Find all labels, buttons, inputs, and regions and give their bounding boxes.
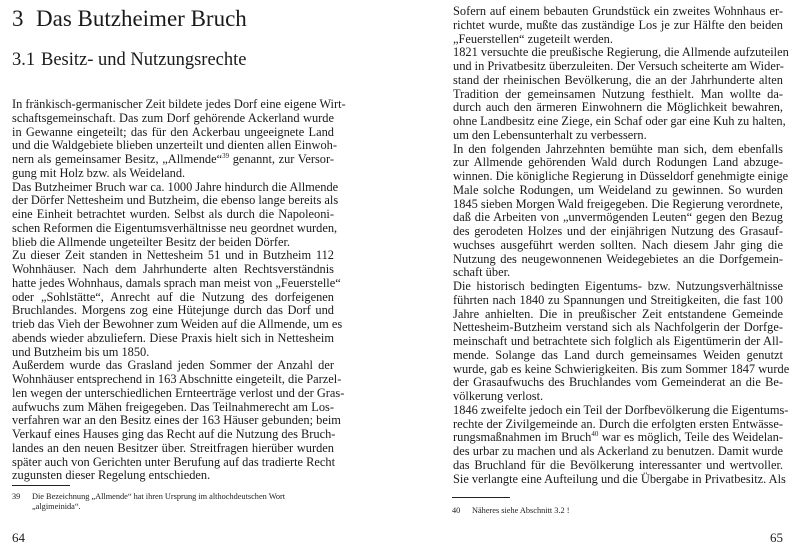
- text-line: [453, 361, 790, 377]
- footnote-39: [12, 492, 285, 512]
- text-line-content: len wegen der unterschiedlichen Ernteerträge verlost und der Gras-: [12, 385, 345, 400]
- text-line: [453, 225, 783, 239]
- text-line-content: ohne Landbesitz eine Ziege, ein Schaf oder gar eine Kuh zu halten,: [453, 114, 786, 128]
- text-line: [12, 346, 334, 360]
- text-line: [12, 469, 334, 483]
- text-line-content: landes an den neuen Besitzer über. Streitfragen hierüber wurden: [12, 440, 334, 455]
- text-line-content: eine Einheit betrachtet wurden. Selbst als durch die Napoleoni-: [12, 207, 334, 221]
- text-line-content: der Grasaufwuchs des Bruchlandes vom Gemeinderat an die Be-: [453, 375, 783, 390]
- text-line: [12, 401, 334, 415]
- text-line-content: Jahre anhielten. Die in preußischer Zeit entstandene Gemeinde: [453, 306, 783, 321]
- footnote-text: Näheres siehe Abschnitt 3.2 !: [472, 506, 570, 515]
- footnote-40: [452, 506, 569, 516]
- text-line-content: rungsmaßnahmen im Bruch: [453, 430, 592, 445]
- text-line-content: Verkauf eines Hauses ging das Recht auf die Nutzung des Bruch-: [12, 427, 336, 441]
- text-line-content: meinschaft und betrachtete sich folglich als Eigentümerin der All-: [453, 334, 783, 348]
- text-line: [453, 156, 783, 170]
- text-line: [453, 294, 783, 308]
- text-line-content: der Dörfer Nettesheim und Butzheim, die ebenso lange bereits als: [12, 193, 339, 208]
- text-line: [453, 198, 783, 212]
- footnote-reference[interactable]: 40: [591, 430, 599, 439]
- text-line-content: schaftsgemeinschaft. Das zum Dorf gehörende Ackerland wurde: [12, 110, 334, 125]
- section-heading: [12, 50, 247, 71]
- text-line: [453, 5, 783, 19]
- text-line: [453, 114, 786, 129]
- footnote-text: Die Bezeichnung „Allmende“ hat ihren Ursprung im althochdeutschen Wort: [32, 492, 286, 501]
- text-line-content: 1846 zweifelte jedoch ein Teil der Dorfbevölkerung die Eigentums-: [453, 402, 789, 417]
- text-line: [453, 459, 783, 473]
- text-line-content: oder „Sohlstätte“, Anrecht auf die Nutzung des dorfeigenen: [12, 289, 334, 304]
- page-number-right: 65: [770, 530, 783, 545]
- footnote-rule: [452, 497, 510, 498]
- text-line-content: hatte jedes Wohnhaus, damals sprach man meist von „Feuerstelle“: [12, 275, 341, 290]
- text-line-content: und in Privatbesitz überzuleiten. Der Versuch scheiterte am Wider-: [453, 59, 784, 73]
- footnote-reference[interactable]: 39: [222, 152, 230, 160]
- text-line-content: In fränkisch-germanischer Zeit bildete jedes Dorf eine eigene Wirt-: [12, 97, 346, 111]
- text-line-content: aufwuchs zum Mähen freigegeben. Das Teilnahmerecht am Los-: [12, 399, 334, 414]
- text-line: [12, 442, 334, 456]
- text-line: [12, 126, 334, 140]
- text-line-content: Die historisch bedingten Eigentums- bzw. Nutzungsverhältnisse: [453, 279, 783, 293]
- text-line: [12, 359, 334, 373]
- text-line-content: wurde, gab es keine Schwierigkeiten. Bis zum Sommer 1847 wurde: [453, 361, 790, 376]
- text-line-content: Bruchlandes. Morgens zog eine Hütejunge durch das Dorf und: [12, 303, 334, 318]
- text-line-content: daß die Arbeiten von „unvermögenden Leuten“ gegen den Bezug: [453, 210, 783, 225]
- right-page: [400, 0, 800, 549]
- page-number-left: 64: [12, 530, 25, 545]
- text-line: [12, 236, 334, 250]
- text-line: [453, 74, 783, 88]
- text-line-content: Male solche Rodungen, um Weideland zu gewinnen. So wurden: [453, 182, 783, 197]
- text-line-content: um den Lebensunterhalt zu verbessern.: [453, 127, 647, 142]
- text-line-content: trieb das Vieh der Bewohner zum Weiden auf die Allmende, um es: [12, 317, 343, 331]
- text-line: [12, 97, 346, 112]
- text-line: [453, 445, 783, 459]
- text-line: [453, 349, 783, 363]
- text-line-content: zur Allmende gehörenden Wald durch Rodungen Land abzuge-: [453, 155, 783, 170]
- text-line: [453, 101, 783, 115]
- text-line: [12, 291, 334, 305]
- text-line-content: Zu dieser Zeit standen in Nettesheim 51 und in Butzheim 112: [12, 248, 334, 263]
- text-line: [12, 304, 334, 318]
- text-line: [453, 402, 789, 418]
- text-line: [453, 335, 783, 349]
- text-line: [12, 220, 338, 236]
- text-line-content: 1845 sieben Morgen Wald freigegeben. Die Regierung verordnete,: [453, 196, 783, 211]
- text-line: [12, 208, 334, 222]
- text-line: [12, 249, 334, 263]
- text-line-content: blieb die Allmende ungeteilter Besitz der beiden Dörfer.: [12, 234, 291, 249]
- text-line-content: des gerodeten Holzes und der einjährigen Nutzung des Grasauf-: [453, 224, 783, 238]
- text-line: [453, 239, 783, 253]
- text-line: [453, 471, 786, 487]
- text-line-content: genannt, zur Versor-: [229, 152, 335, 166]
- text-line: [12, 179, 339, 195]
- text-line-content: wuchses ausgeführt werden sollten. Nach diesem Jahr ging die: [453, 237, 783, 252]
- text-line-content: durch auch den ärmeren Einwohnern die Möglichkeit bewahren,: [453, 100, 783, 115]
- text-line: [453, 45, 789, 60]
- text-line: [12, 317, 343, 332]
- text-line-content: Wohnhäuser. Nach dem Jahrhunderte alten Rechtsverständnis: [12, 262, 334, 276]
- text-line-content: Wohnhäuser entsprechend in 163 Abschnitte eingeteilt, die Parzel-: [12, 372, 342, 386]
- text-line-content: rechte der Zivilgemeinde an. Durch die erfolgten ersten Entwässe-: [453, 416, 783, 431]
- text-line-content: und Butzheim bis um 1850.: [12, 344, 150, 359]
- text-line-content: später auch von Gerichten unter Berufung auf das tradierte Recht: [12, 454, 336, 469]
- text-line: [453, 321, 783, 335]
- text-line: [12, 275, 341, 291]
- left-body-text: [12, 97, 346, 483]
- text-line: [12, 193, 339, 208]
- text-line-content: war es möglich, Teile des Weidelan-: [598, 430, 783, 445]
- text-line: [453, 266, 783, 280]
- text-line: [12, 138, 337, 153]
- text-line: [12, 263, 334, 277]
- text-line: [453, 390, 783, 404]
- text-line: [453, 431, 783, 445]
- text-line: [453, 280, 783, 294]
- text-line-content: winnen. Die königliche Regierung in Düsseldorf genehmigte einige: [453, 169, 789, 183]
- text-line-content: völkerung verlost.: [453, 389, 544, 403]
- footnote-number: 39: [12, 492, 21, 501]
- section-number: 3.1: [12, 50, 36, 70]
- text-line-content: Tradition der gemeinsamen Nutzung festhielt. Man wollte da-: [453, 86, 783, 101]
- text-line-content: schaft über.: [453, 265, 511, 280]
- text-line: [453, 308, 783, 322]
- text-line-content: Das Butzheimer Bruch war ca. 1000 Jahre hindurch die Allmende: [12, 179, 339, 194]
- text-line-content: 1821 versuchte die preußische Regierung, die Allmende aufzuteilen: [453, 45, 789, 60]
- text-line-content: In den folgenden Jahrzehnten bemühte man sich, dem ebenfalls: [453, 141, 783, 156]
- section-title: Besitz- und Nutzungsrechte: [41, 50, 247, 70]
- text-line: [453, 376, 783, 390]
- text-line-content: Sie verlangte eine Aufteilung und die Übergabe in Privatbesitz. Als: [453, 471, 786, 486]
- footnote-number: 40: [452, 506, 461, 515]
- text-line-content: nern als gemeinsamer Besitz, „Allmende“: [12, 152, 223, 166]
- chapter-heading: [12, 6, 247, 32]
- text-line: [12, 413, 341, 428]
- text-line-content: Außerdem wurde das Grasland jeden Sommer der Anzahl der: [12, 358, 334, 373]
- text-line-content: das Bruchland für die Bevölkerung interessanter und wertvoller.: [453, 457, 783, 472]
- text-line: [453, 19, 783, 33]
- text-line-content: verfahren war an den Besitz eines der 163 Häuser gebunden; beim: [12, 413, 341, 428]
- text-line: [453, 211, 783, 225]
- text-line-content: Sofern auf einem bebauten Grundstück ein zweites Wohnhaus er-: [453, 4, 783, 18]
- text-line: [453, 60, 783, 74]
- footnote-rule: [12, 485, 70, 486]
- text-line: [453, 169, 789, 184]
- text-line-content: des urbar zu machen und als Ackerland zu benutzen. Damit wurde: [453, 444, 783, 458]
- text-line-content: in Gewanne eingeteilt; das für den Ackerbau ungeeignete Land: [12, 124, 334, 139]
- text-line-content: richtet wurde, mußte das zuständige Los je zur Hälfte den beiden: [453, 17, 783, 32]
- text-line-content: Nutzung des neugewonnenen Weidegebietes an die Dorfgemein-: [453, 251, 783, 266]
- text-line-content: „Feuerstellen“ zugeteilt werden.: [453, 31, 613, 46]
- text-line: [12, 385, 345, 401]
- chapter-title: Das Butzheimer Bruch: [36, 6, 247, 31]
- text-line-content: Nettesheim-Butzheim verstand sich als Nachfolgerin der Dorfge-: [453, 320, 783, 335]
- text-line: [453, 88, 783, 102]
- text-line: [12, 167, 334, 181]
- text-line-content: gung mit Holz bzw. als Weideland.: [12, 165, 186, 180]
- text-line: [453, 143, 783, 157]
- text-line-content: zugunsten dieser Regelung entschieden.: [12, 468, 211, 483]
- text-line: [12, 332, 334, 346]
- text-line-content: mende. Solange das Land durch gemeinsames Weiden genutzt: [453, 347, 783, 362]
- text-line: [453, 184, 783, 198]
- text-line-content: stand der rheinischen Bevölkerung, die an der Jahrhunderte alten: [453, 72, 783, 87]
- text-line: [12, 112, 334, 126]
- text-line: [453, 33, 783, 47]
- text-line: [453, 129, 783, 143]
- text-line: [453, 418, 783, 432]
- text-line: [12, 153, 334, 167]
- text-line: [12, 456, 334, 470]
- text-line: [12, 372, 342, 387]
- text-line: [453, 253, 783, 267]
- chapter-number: 3: [12, 6, 24, 31]
- right-body-text: [453, 4, 790, 486]
- text-line: [12, 428, 334, 442]
- text-line-content: führten nach 1840 zu Spannungen und Streitigkeiten, die fast 100: [453, 292, 783, 307]
- text-line-content: schen Reformen die Eigentumsverhältnisse neu geordnet wurden,: [12, 220, 338, 235]
- text-line-content: und die Waldgebiete blieben unzerteilt und dienten allen Einwoh-: [12, 138, 337, 153]
- text-line-content: abends wieder abzuliefern. Diese Praxis hielt sich in Nettesheim: [12, 330, 334, 345]
- footnote-continuation: „algimeinida“.: [32, 502, 81, 511]
